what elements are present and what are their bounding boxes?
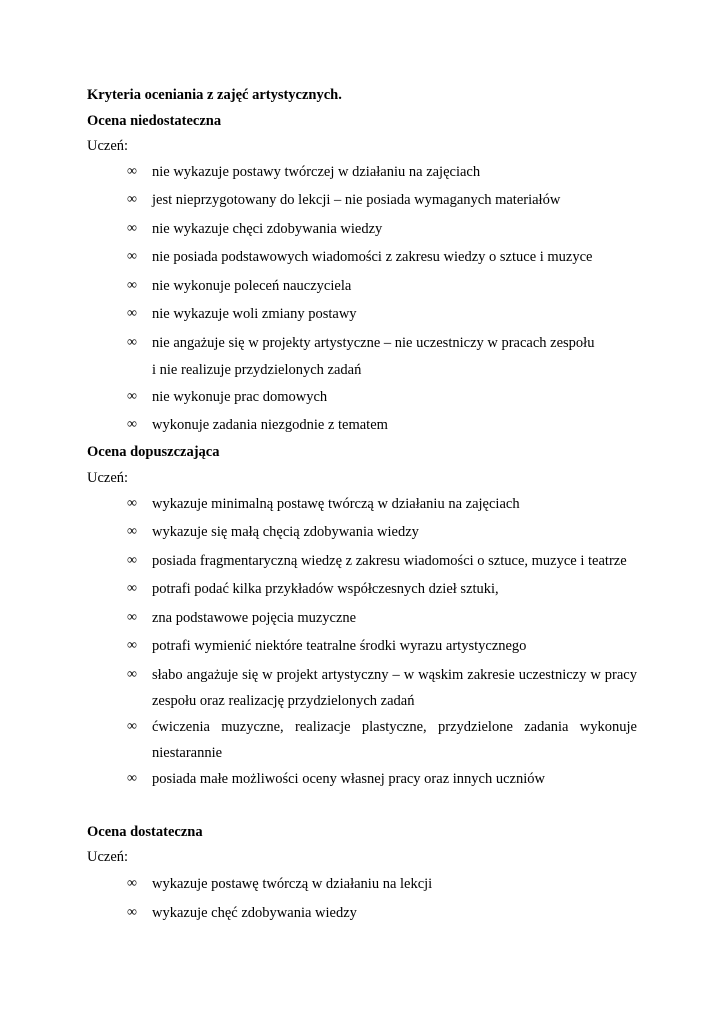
- section-heading-dostateczna: Ocena dostateczna: [87, 824, 203, 840]
- list-item-text: wykazuje minimalną postawę twórczą w działaniu na zajęciach: [152, 496, 520, 512]
- infinity-bullet-icon: ∞: [127, 719, 137, 734]
- list-item-text: nie wykazuje chęci zdobywania wiedzy: [152, 221, 383, 237]
- document-title: Kryteria oceniania z zajęć artystycznych.: [87, 87, 342, 103]
- list-item-text: nie wykazuje postawy twórczej w działaniu na zajęciach: [152, 164, 481, 180]
- list-item-text: nie wykonuje prac domowych: [152, 389, 328, 405]
- infinity-bullet-icon: ∞: [127, 524, 137, 539]
- infinity-bullet-icon: ∞: [127, 192, 137, 207]
- section-subject-label: Uczeń:: [87, 849, 129, 865]
- section-heading-dopuszczajaca: Ocena dopuszczająca: [87, 444, 220, 460]
- infinity-bullet-icon: ∞: [127, 417, 137, 432]
- infinity-bullet-icon: ∞: [127, 771, 137, 786]
- list-item-text: wykonuje zadania niezgodnie z tematem: [152, 417, 388, 433]
- list-item-text: posiada fragmentaryczną wiedzę z zakresu wiadomości o sztuce, muzyce i teatrze: [152, 553, 627, 569]
- list-item-text: ćwiczenia muzyczne, realizacje plastyczne, przydzielone zadania wykonuje: [152, 719, 637, 735]
- infinity-bullet-icon: ∞: [127, 876, 137, 891]
- infinity-bullet-icon: ∞: [127, 667, 137, 682]
- list-item-text: posiada małe możliwości oceny własnej pracy oraz innych uczniów: [152, 771, 545, 787]
- section-subject-label: Uczeń:: [87, 470, 129, 486]
- infinity-bullet-icon: ∞: [127, 335, 137, 350]
- list-item-text: nie wykazuje woli zmiany postawy: [152, 306, 357, 322]
- section-heading-niedostateczna: Ocena niedostateczna: [87, 113, 222, 129]
- list-item-text: zna podstawowe pojęcia muzyczne: [152, 610, 357, 626]
- list-item-text-continuation: i nie realizuje przydzielonych zadań: [152, 362, 362, 378]
- infinity-bullet-icon: ∞: [127, 553, 137, 568]
- list-item-text-continuation: zespołu oraz realizację przydzielonych zadań: [152, 693, 415, 709]
- list-item-text: potrafi wymienić niektóre teatralne środki wyrazu artystycznego: [152, 638, 527, 654]
- list-item-text: wykazuje postawę twórczą w działaniu na lekcji: [152, 876, 433, 892]
- infinity-bullet-icon: ∞: [127, 164, 137, 179]
- infinity-bullet-icon: ∞: [127, 610, 137, 625]
- list-item-text: słabo angażuje się w projekt artystyczny – w wąskim zakresie uczestniczy w pracy: [152, 667, 637, 683]
- list-item-text-continuation: niestarannie: [152, 745, 223, 761]
- list-item-text: nie wykonuje poleceń nauczyciela: [152, 278, 352, 294]
- infinity-bullet-icon: ∞: [127, 306, 137, 321]
- infinity-bullet-icon: ∞: [127, 581, 137, 596]
- section-subject-label: Uczeń:: [87, 138, 129, 154]
- infinity-bullet-icon: ∞: [127, 638, 137, 653]
- infinity-bullet-icon: ∞: [127, 496, 137, 511]
- list-item-text: jest nieprzygotowany do lekcji – nie posiada wymaganych materiałów: [152, 192, 561, 208]
- list-item-text: nie angażuje się w projekty artystyczne – nie uczestniczy w pracach zespołu: [152, 335, 595, 351]
- list-item-text: nie posiada podstawowych wiadomości z zakresu wiedzy o sztuce i muzyce: [152, 249, 593, 265]
- list-item-text: potrafi podać kilka przykładów współczesnych dzieł sztuki,: [152, 581, 499, 597]
- list-item-text: wykazuje się małą chęcią zdobywania wiedzy: [152, 524, 419, 540]
- infinity-bullet-icon: ∞: [127, 249, 137, 264]
- infinity-bullet-icon: ∞: [127, 221, 137, 236]
- infinity-bullet-icon: ∞: [127, 905, 137, 920]
- list-item-text: wykazuje chęć zdobywania wiedzy: [152, 905, 357, 921]
- infinity-bullet-icon: ∞: [127, 278, 137, 293]
- infinity-bullet-icon: ∞: [127, 389, 137, 404]
